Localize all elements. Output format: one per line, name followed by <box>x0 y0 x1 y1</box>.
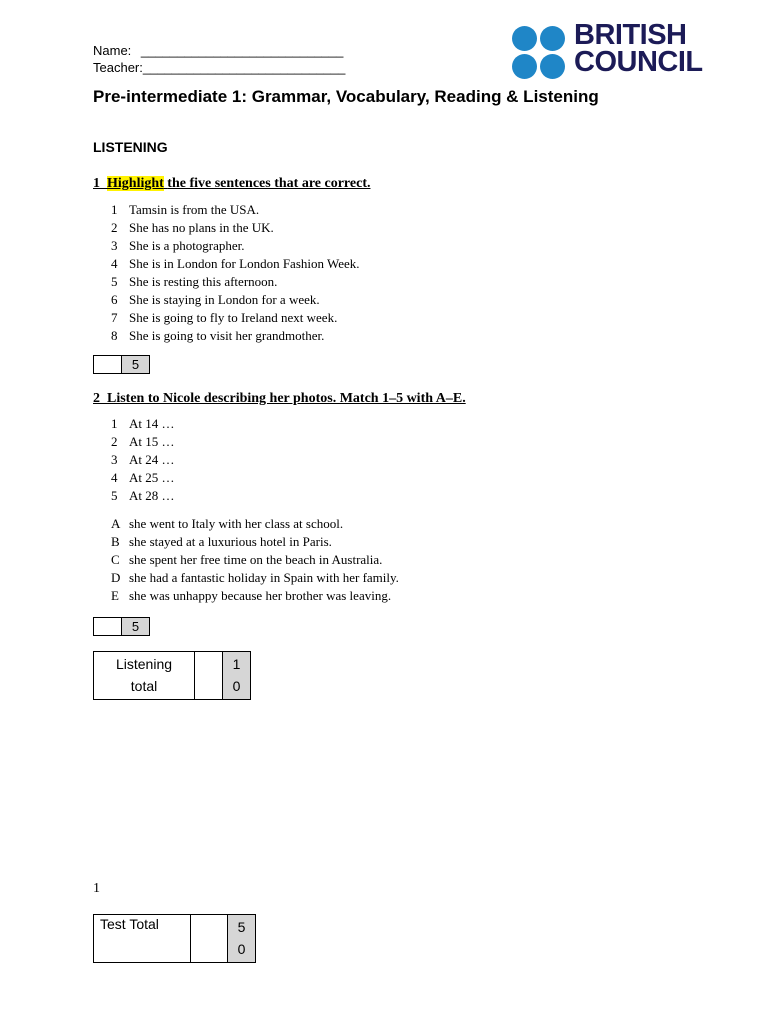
score-input-cell[interactable] <box>94 618 122 635</box>
list-item[interactable]: 6 She is staying in London for a week. <box>111 292 320 307</box>
score-input-cell[interactable] <box>94 356 122 373</box>
score-input-cell[interactable] <box>195 652 223 699</box>
name-field-row <box>93 43 343 59</box>
logo-wordmark: BRITISH COUNCIL <box>574 19 703 78</box>
score-max-cell: 5 <box>122 618 149 635</box>
score-max-cell: 1 0 <box>223 652 250 699</box>
question-2-options <box>111 515 399 605</box>
list-item[interactable]: 3 At 24 … <box>111 452 175 467</box>
list-item[interactable]: 4 At 25 … <box>111 470 175 485</box>
list-item[interactable]: 1 At 14 … <box>111 416 175 431</box>
option-item[interactable]: C she spent her free time on the beach in Australia. <box>111 552 383 567</box>
question-2-heading: 2 Listen to Nicole describing her photos. Match 1–5 with A–E. <box>93 391 466 406</box>
question-1-heading: 1 Highlight the five sentences that are correct. <box>93 176 371 191</box>
option-item[interactable]: D she had a fantastic holiday in Spain with her family. <box>111 570 399 585</box>
teacher-line[interactable]: ____________________________ <box>142 60 346 75</box>
option-item[interactable]: E she was unhappy because her brother was leaving. <box>111 588 392 603</box>
highlight-word: Highlight <box>107 176 164 191</box>
list-item[interactable]: 1 Tamsin is from the USA. <box>111 202 260 217</box>
list-item[interactable]: 4 She is in London for London Fashion Week. <box>111 256 360 271</box>
listening-total-box <box>93 651 251 700</box>
question-2-list <box>111 415 175 505</box>
logo-dots-icon <box>512 26 566 80</box>
section-heading: LISTENING <box>93 139 168 155</box>
listening-total-label: Listening total <box>94 652 195 699</box>
option-item[interactable]: B she stayed at a luxurious hotel in Paris. <box>111 534 332 549</box>
list-item[interactable]: 2 She has no plans in the UK. <box>111 220 274 235</box>
name-line[interactable]: ____________________________ <box>140 43 344 58</box>
british-council-logo <box>512 19 712 80</box>
question-1-list <box>111 201 360 345</box>
question-2-score-box <box>93 617 150 636</box>
option-item[interactable]: A she went to Italy with her class at school. <box>111 516 344 531</box>
list-item[interactable]: 7 She is going to fly to Ireland next week. <box>111 310 338 325</box>
score-input-cell[interactable] <box>191 915 228 962</box>
score-max-cell: 5 <box>122 356 149 373</box>
page-title: Pre-intermediate 1: Grammar, Vocabulary, Reading & Listening <box>93 87 599 106</box>
score-max-cell: 5 0 <box>228 915 255 962</box>
question-1-score-box <box>93 355 150 374</box>
page-number: 1 <box>93 881 100 896</box>
list-item[interactable]: 5 She is resting this afternoon. <box>111 274 278 289</box>
teacher-label: Teacher: <box>93 60 143 75</box>
test-total-box <box>93 914 256 963</box>
list-item[interactable]: 3 She is a photographer. <box>111 238 245 253</box>
name-label: Name: <box>93 43 132 58</box>
list-item[interactable]: 2 At 15 … <box>111 434 175 449</box>
list-item[interactable]: 5 At 28 … <box>111 488 175 503</box>
test-total-label: Test Total <box>94 915 191 962</box>
teacher-field-row <box>93 60 345 76</box>
list-item[interactable]: 8 She is going to visit her grandmother. <box>111 328 325 343</box>
